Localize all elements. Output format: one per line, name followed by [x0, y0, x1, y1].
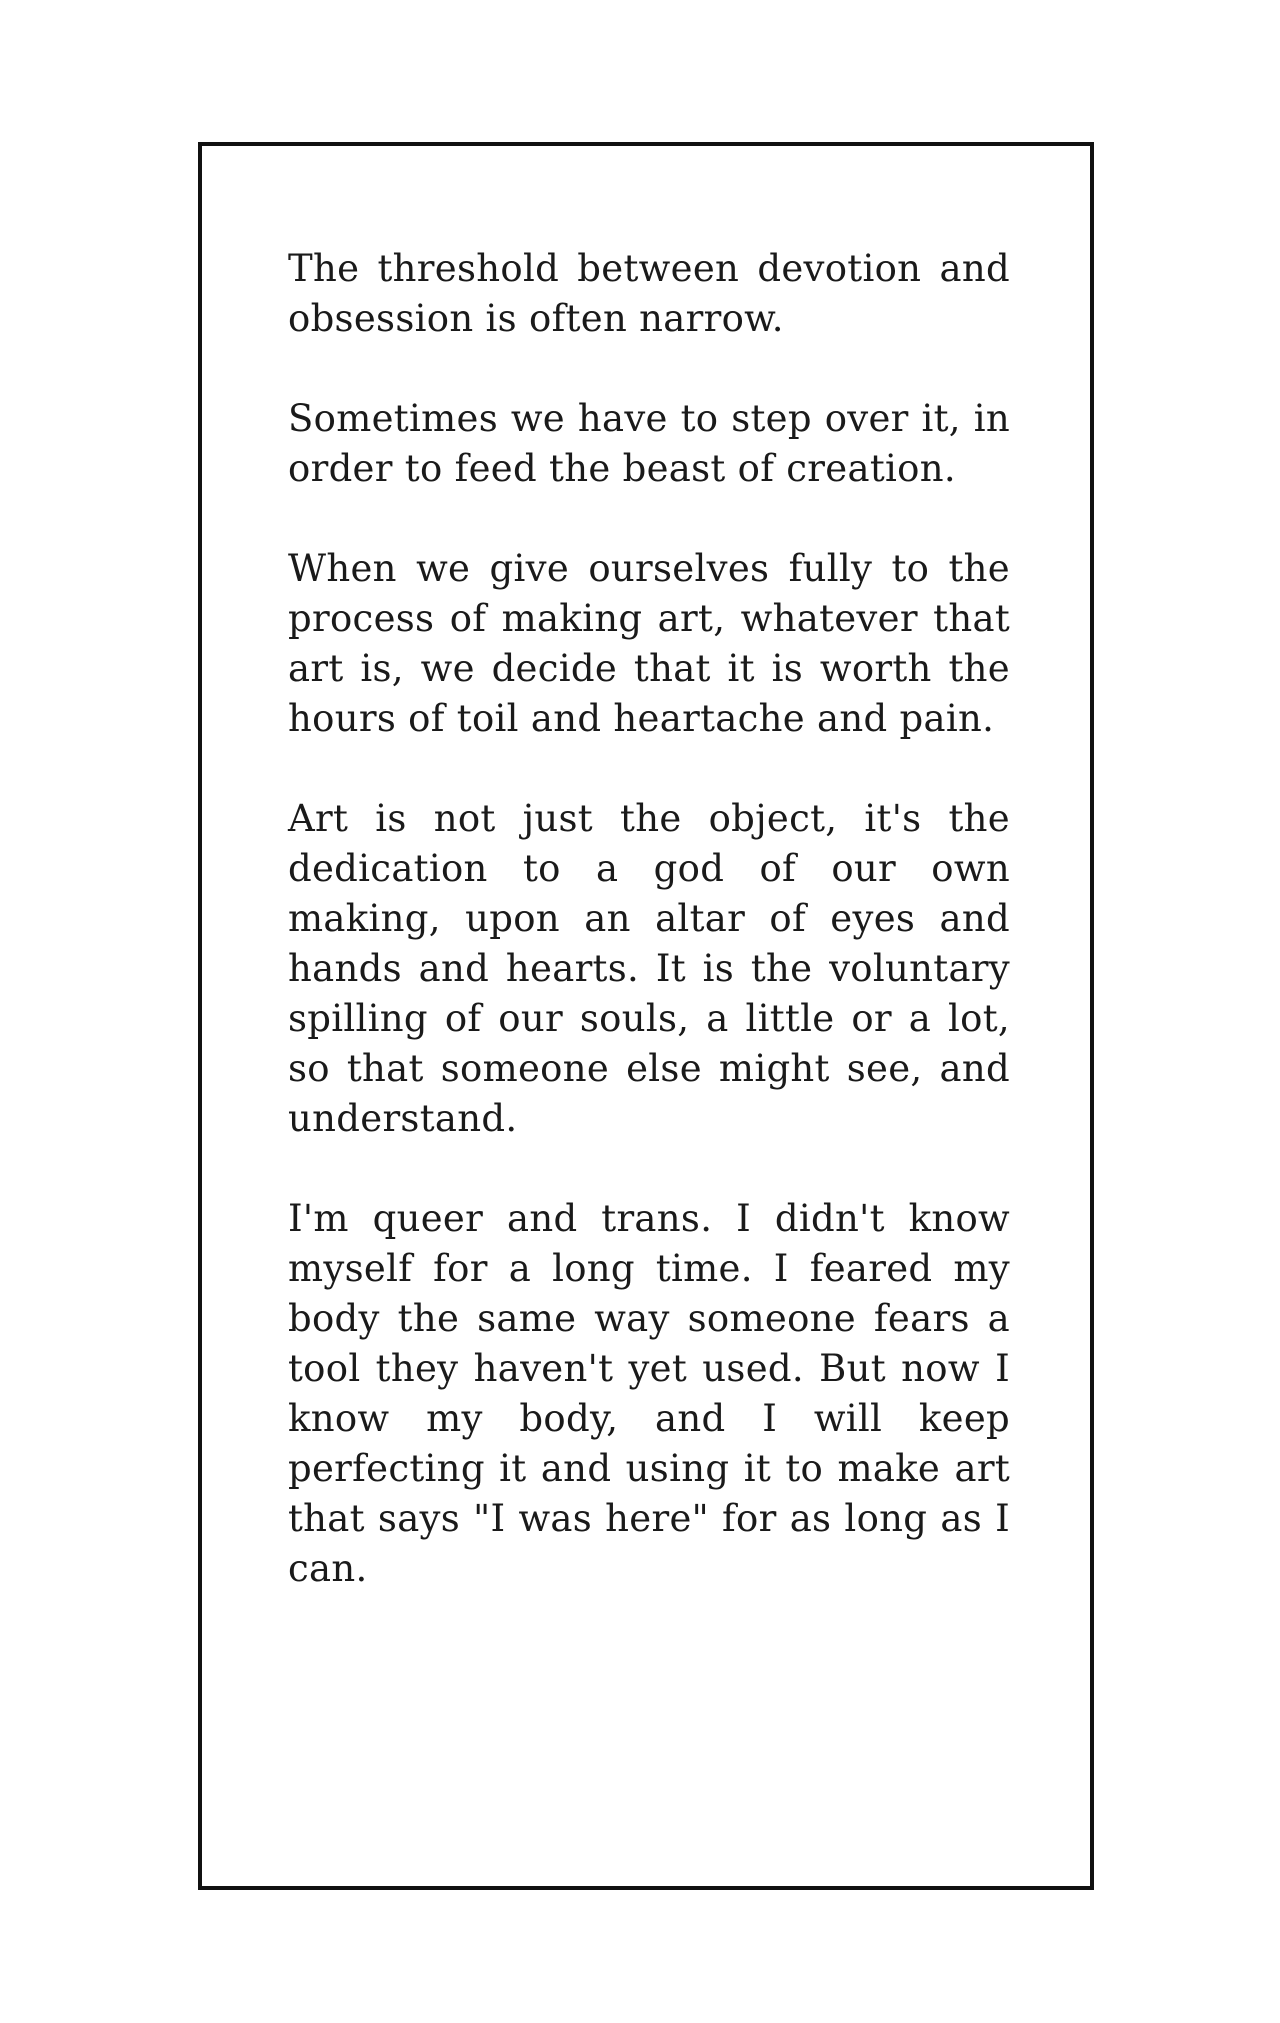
paragraph-3: When we give ourselves fully to the process of making art, whatever that art is, we decide that it is worth the hours of toil and heartache and pain. — [288, 547, 1010, 740]
text-panel — [198, 142, 1094, 1890]
paragraph-4: Art is not just the object, it's the dedication to a god of our own making, upon an altar of eyes and hands and hearts. It is the voluntary spilling of our souls, a little or a lot, so that someone else might see, and understand. — [288, 797, 1010, 1140]
paragraph-1: The threshold between devotion and obsession is often narrow. — [288, 247, 1010, 340]
paragraph-2: Sometimes we have to step over it, in order to feed the beast of creation. — [288, 397, 1010, 490]
paragraph-5: I'm queer and trans. I didn't know myself for a long time. I feared my body the same way someone fears a tool they haven't yet used. But now I know my body, and I will keep perfecting it and using it to make art that says "I was here" for as long as I can. — [288, 1197, 1010, 1590]
body-text — [288, 244, 1010, 1594]
